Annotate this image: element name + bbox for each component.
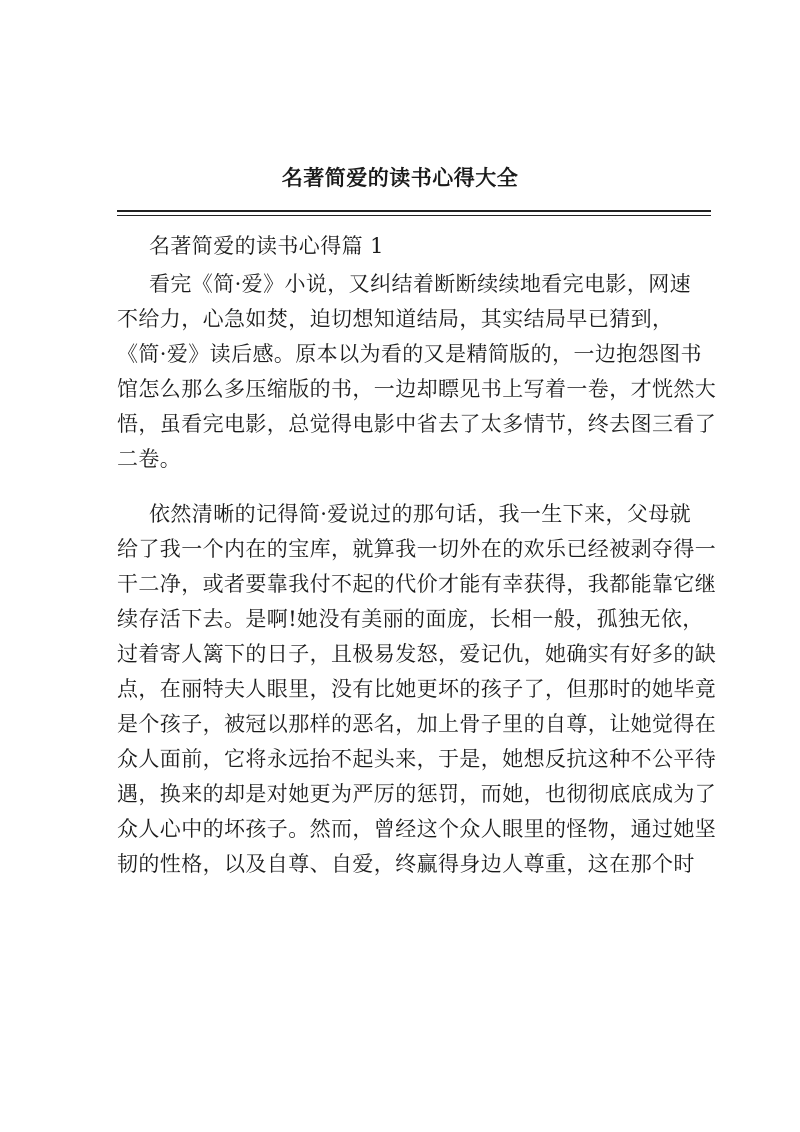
- paragraph-line: 众人心中的坏孩子。然而，曾经这个众人眼里的怪物，通过她坚: [117, 817, 717, 841]
- paragraph-line: 给了我一个内在的宝库，就算我一切外在的欢乐已经被剥夺得一: [117, 537, 717, 561]
- paragraph-line: 悟，虽看完电影，总觉得电影中省去了太多情节，终去图三看了: [117, 412, 717, 436]
- paragraph-line: 过着寄人篱下的日子，且极易发怒，爱记仇，她确实有好多的缺: [117, 642, 717, 666]
- paragraph-line: 点，在丽特夫人眼里，没有比她更坏的孩子了，但那时的她毕竟: [117, 677, 717, 701]
- paragraph-line: 依然清晰的记得简·爱说过的那句话，我一生下来，父母就: [149, 502, 692, 526]
- paragraph-2: [117, 497, 717, 882]
- title-divider-thick: [117, 210, 711, 212]
- document-body: [117, 220, 717, 882]
- paragraph-line: 不给力，心急如焚，迫切想知道结局，其实结局早已猜到，: [117, 307, 674, 331]
- paragraph-line: 看完《简·爱》小说，又纠结着断断续续地看完电影，网速: [149, 272, 692, 296]
- paragraph-line: 续存活下去。是啊!她没有美丽的面庞，长相一般，孤独无依，: [117, 607, 704, 631]
- paragraph-line: 是个孩子，被冠以那样的恶名，加上骨子里的自尊，让她觉得在: [117, 712, 717, 736]
- paragraph-line: 二卷。: [117, 447, 182, 471]
- section-heading: 名著简爱的读书心得篇 1: [149, 234, 384, 258]
- title-divider-thin: [117, 215, 711, 216]
- document-title: 名著简爱的读书心得大全: [281, 166, 519, 190]
- paragraph-line: 众人面前，它将永远抬不起头来，于是，她想反抗这种不公平待: [117, 747, 717, 771]
- paragraph-line: 韧的性格，以及自尊、自爱，终赢得身边人尊重，这在那个时: [117, 852, 695, 876]
- paragraph-line: 馆怎么那么多压缩版的书，一边却瞟见书上写着一卷，才恍然大: [117, 377, 717, 401]
- paragraph-line: 遇，换来的却是对她更为严厉的惩罚，而她，也彻彻底底成为了: [117, 782, 717, 806]
- paragraph-1: [117, 267, 717, 477]
- paragraph-line: 《简·爱》读后感。原本以为看的又是精简版的，一边抱怨图书: [117, 342, 702, 366]
- paragraph-line: 干二净，或者要靠我付不起的代价才能有幸获得，我都能靠它继: [117, 572, 717, 596]
